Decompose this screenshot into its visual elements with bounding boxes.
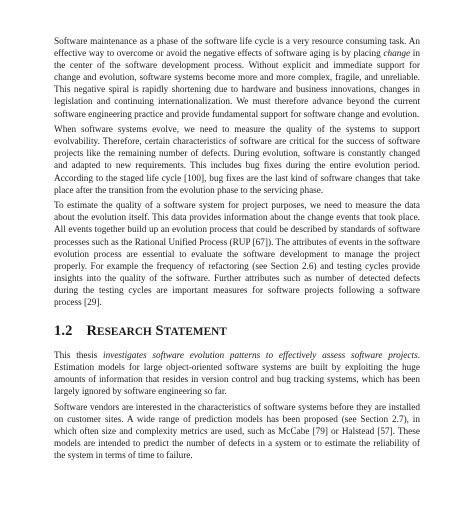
section-title: RESEARCH STATEMENT	[86, 323, 227, 340]
section-number: 1.2	[54, 323, 73, 340]
paragraph-text: . Estimation models for large object-oriented software systems are built by exploiting the huge amounts of information that resides in version control and bug tracking systems, which has been largely ignored by software engineering so far.	[54, 351, 420, 398]
paragraph-text: in the center of the software development process. Without explicit and immediate support for change and evolution, software systems become more and more complex, fragile, and unreliable. This negative spiral is rapidly shortening due to hardware and business innovations, changes in legislation and continuing internationalization. We must therefore advance beyond the current software engineering practice and provide fundamental support for software change and evolution.	[54, 49, 420, 120]
paragraph-text: Software maintenance as a phase of the software life cycle is a very resource consuming task. An effective way to overcome or avoid the negative effects of software aging is by placing	[54, 37, 420, 60]
paragraph-text: To estimate the quality of a software system for project purposes, we need to measure the data about the evolution itself. This data provides information about the change events that took place. All events together build up an evolution process that could be described by standards of software processes such as the Rational Unified Process (RUP [67]). The attributes of events in the software evolution process are essential to evaluate the software development to manage the project properly. For example the frequency of refactoring (see Section 2.6) and testing cycles provide insights into the quality of the software. Further attributes such as number of detected defects during the testing cycles are important measures for software projects following a software process [29].	[54, 201, 420, 308]
emphasized-text: investigates software evolution patterns to effectively assess software projects	[103, 351, 418, 362]
paragraph-text: This thesis	[54, 351, 104, 362]
document-page	[54, 36, 420, 466]
emphasized-text: change	[383, 49, 411, 60]
intro-section	[54, 36, 420, 309]
body-paragraph	[54, 350, 420, 398]
body-paragraph	[54, 402, 420, 462]
paragraph-text: Software vendors are interested in the characteristics of software systems before they are installed on customer sites. A wide range of prediction models has been proposed (see Section 2.7), in which often size and complexity metrics are used, such as McCabe [79] or Halstead [57]. These models are intended to predict the number of defects in a system or to estimate the reliability of the system in terms of time to failure.	[54, 402, 420, 462]
body-paragraph	[54, 200, 420, 309]
paragraph-text: When software systems evolve, we need to measure the quality of the systems to support evolvability. Therefore, certain characteristics of software are critical for the success of software projects like the remaining number of defects. During evolution, software is constantly changed and adapted to new requirements. This includes bug fixes during the entire evolution period. According to the staged life cycle [100], bug fixes are the last kind of software changes that take place after the transition from the evolution phase to the servicing phase.	[54, 125, 420, 196]
section-heading	[54, 322, 420, 341]
body-paragraph	[54, 124, 420, 197]
body-paragraph	[54, 36, 420, 121]
research-statement-section	[54, 350, 420, 462]
